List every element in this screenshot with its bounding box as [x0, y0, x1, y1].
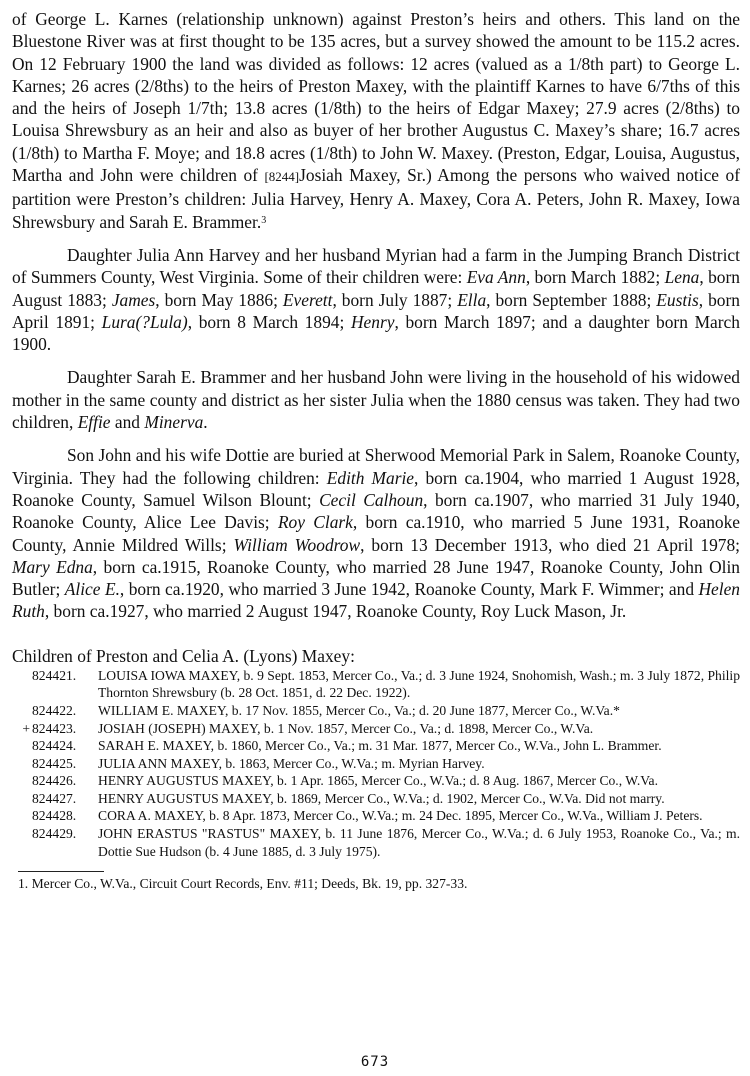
text-run: , born July 1887;: [332, 289, 458, 310]
body-paragraph-2: [12, 244, 740, 355]
text-run: , born ca.1907, who married 31 July 1940, Roanoke County, Alice Lee Davis;: [12, 489, 740, 533]
reference-number: [8244]: [264, 169, 300, 185]
entry-number: 824426.: [32, 773, 77, 789]
child-entry: [12, 825, 740, 860]
entry-number: 824428.: [32, 808, 77, 824]
entry-text: JOHN ERASTUS "RASTUS" MAXEY, b. 11 June 1876, Mercer Co., W.Va.; d. 6 July 1953, Roanoke Co., Va.; m. Dottie Sue Hudson (b. 4 June 1885, d. 3 July 1975).: [98, 826, 740, 859]
text-run: Josiah Maxey, Sr.) Among the persons who waived notice of partition were Preston’s children: Julia Harvey, Henry A. Maxey, Cora A. Peters, John R. Maxey, Iowa Shrewsbury and Sarah E. Brammer.: [12, 165, 740, 232]
text-run: , born September 1888;: [486, 289, 657, 310]
text-run: Son John and his wife Dottie are buried at Sherwood Memorial Park in Salem, Roanoke County, Virginia. They had the following children:: [12, 445, 740, 488]
text-run: of George L. Karnes (relationship unknown) against Preston’s heirs and others. This land on the Bluestone River was at first thought to be 135 acres, but a survey showed the amount to be 115.2 acres. On 12 February 1900 the land was divided as follows: 12 acres (valued as a 1/8th part) to George L. Karnes; 26 acres (2/8ths) to the heirs of Preston Maxey, with the plaintiff Karnes to have 6/7ths of this and the heirs of Joseph 1/7th; 13.8 acres (1/8th) to the heirs of Edgar Maxey; 27.9 acres (2/8ths) to Louisa Shrewsbury as an heir and also as buyer of her brother Augustus C. Maxey’s share; 16.7 acres (1/8th) to Martha F. Moye; and 18.8 acres (1/8th) to John W. Maxey. (Preston, Edgar, Louisa, Augustus, Martha and John were children of: [12, 9, 740, 186]
body-paragraph-1: [12, 8, 740, 233]
children-heading: Children of Preston and Celia A. (Lyons) Maxey:: [12, 645, 355, 666]
italic-name: James: [111, 289, 156, 310]
entry-text: SARAH E. MAXEY, b. 1860, Mercer Co., Va.; m. 31 Mar. 1877, Mercer Co., W.Va., John L. Brammer.: [98, 738, 662, 754]
child-entry: [12, 667, 740, 702]
italic-name: Helen Ruth: [12, 579, 740, 622]
italic-name: Alice E.: [64, 579, 120, 600]
entry-text: JULIA ANN MAXEY, b. 1863, Mercer Co., W.Va.; m. Myrian Harvey.: [98, 755, 485, 771]
footnote-rule: [18, 871, 104, 872]
italic-name: Edith Marie: [326, 467, 415, 488]
italic-name: Effie: [77, 412, 111, 433]
italic-name: Ella: [457, 289, 487, 310]
child-entry: [12, 807, 740, 825]
child-entry: [12, 755, 740, 773]
entry-number: 824425.: [32, 755, 77, 771]
child-entry: [12, 720, 740, 738]
child-entry: [12, 702, 740, 720]
text-run: , born ca.1910, who married 5 June 1931, Roanoke County, Annie Mildred Wills;: [12, 512, 740, 555]
footnote: 1. Mercer Co., W.Va., Circuit Court Records, Env. #11; Deeds, Bk. 19, pp. 327-33.: [18, 876, 468, 892]
italic-name: Henry: [350, 311, 395, 332]
italic-name: Minerva: [144, 412, 204, 433]
text-run: Daughter Sarah E. Brammer and her husband John were living in the household of his widowed mother in the same county and district as her sister Julia when the 1880 census was taken. They had two children,: [12, 367, 740, 433]
text-run: , born April 1891;: [12, 289, 740, 332]
entry-text: HENRY AUGUSTUS MAXEY, b. 1869, Mercer Co., W.Va.; d. 1902, Mercer Co., W.Va. Did not marry.: [98, 790, 665, 806]
italic-name: Lena: [664, 267, 700, 288]
italic-name: Lura(?Lula): [101, 311, 188, 332]
page-number: 673: [360, 1054, 390, 1070]
entry-number: 824427.: [32, 790, 77, 806]
entry-number: 824424.: [32, 738, 77, 754]
italic-name: Cecil Calhoun: [319, 489, 424, 510]
italic-name: Mary Edna: [12, 556, 93, 577]
text-run: Daughter Julia Ann Harvey and her husband Myrian had a farm in the Jumping Branch District of Summers County, West Virginia. Some of their children were:: [12, 244, 740, 288]
document-page: [12, 8, 740, 893]
text-run: , born ca.1904, who married 1 August 1928, Roanoke County, Samuel Wilson Blount;: [12, 467, 740, 510]
body-paragraph-4: [12, 444, 740, 622]
text-run: , born August 1883;: [12, 267, 740, 310]
entry-number: 824422.: [32, 702, 77, 718]
body-paragraph-3: [12, 366, 740, 433]
footnote-marker: 3: [261, 214, 267, 226]
entry-text: WILLIAM E. MAXEY, b. 17 Nov. 1855, Mercer Co., Va.; d. 20 June 1877, Mercer Co., W.Va.*: [98, 702, 620, 718]
text-run: and: [110, 412, 145, 433]
text-run: , born March 1882;: [525, 267, 665, 288]
italic-name: Everett: [282, 289, 333, 310]
entry-number: 824429.: [32, 826, 77, 842]
entry-number: 824421.: [32, 667, 77, 683]
text-run: , born 8 March 1894;: [187, 311, 351, 332]
italic-name: Roy Clark: [277, 512, 353, 533]
text-run: , born 13 December 1913, who died 21 April 1978;: [360, 534, 740, 555]
descendant-marker: +: [22, 720, 30, 736]
entry-text: HENRY AUGUSTUS MAXEY, b. 1 Apr. 1865, Mercer Co., W.Va.; d. 8 Aug. 1867, Mercer Co., W.Va.: [98, 773, 658, 789]
text-run: , born ca.1920, who married 3 June 1942, Roanoke County, Mark F. Wimmer; and: [119, 579, 699, 600]
child-entry: [12, 772, 740, 790]
entry-number: 824423.: [32, 720, 77, 736]
text-run: , born May 1886;: [155, 289, 283, 310]
entry-text: JOSIAH (JOSEPH) MAXEY, b. 1 Nov. 1857, Mercer Co., Va.; d. 1898, Mercer Co., W.Va.: [98, 720, 594, 736]
child-entry: [12, 737, 740, 755]
children-list: [12, 667, 740, 861]
text-run: .: [203, 412, 208, 433]
text-run: , born ca.1927, who married 2 August 1947, Roanoke County, Roy Luck Mason, Jr.: [44, 601, 627, 622]
italic-name: Eustis: [656, 289, 699, 310]
text-run: , born ca.1915, Roanoke County, who married 28 June 1947, Roanoke County, John Olin Butler;: [12, 556, 740, 600]
entry-text: LOUISA IOWA MAXEY, b. 9 Sept. 1853, Mercer Co., Va.; d. 3 June 1924, Snohomish, Wash.; m. 3 July 1872, Philip Thornton Shrewsbury (b. 28 Oct. 1851, d. 22 Dec. 1922).: [98, 667, 740, 701]
entry-text: CORA A. MAXEY, b. 8 Apr. 1873, Mercer Co., W.Va.; m. 24 Dec. 1895, Mercer Co., W.Va., William J. Peters.: [98, 808, 703, 824]
text-run: , born March 1897; and a daughter born March 1900.: [12, 311, 740, 355]
child-entry: [12, 790, 740, 808]
italic-name: Eva Ann: [466, 267, 526, 288]
italic-name: William Woodrow: [233, 534, 361, 555]
